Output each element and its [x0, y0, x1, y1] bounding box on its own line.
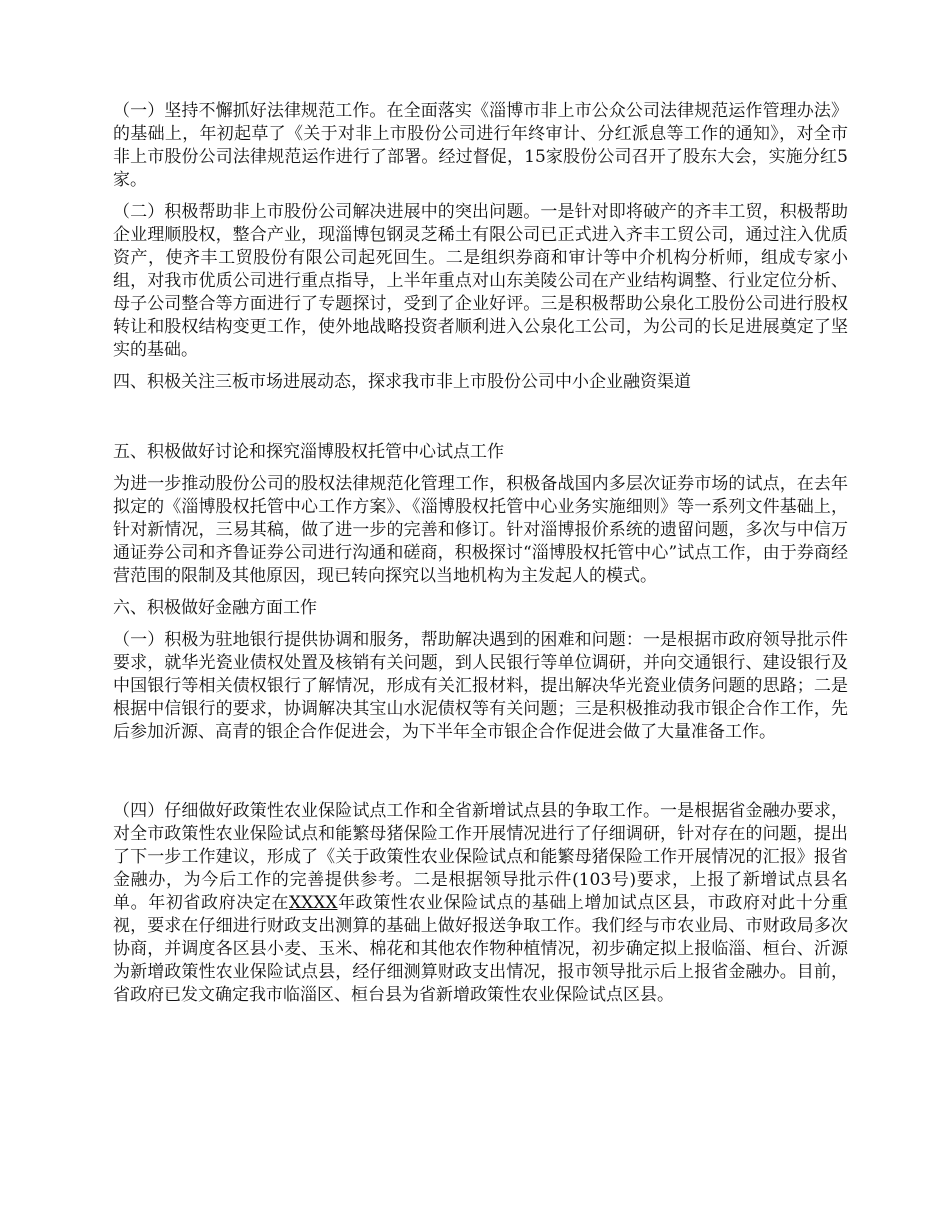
agri-text-part-2: 年政策性农业保险试点的基础上增加试点区县，市政府对此十分重视，要求在仔细进行财政支出测算的基础上做好报送争取工作。我们经与市农业局、市财政局多次协商，并调度各区县小麦、玉米、棉花和其他农作物种植情况，初步确定拟上报临淄、桓台、沂源为新增政策性农业保险试点县，经仔细测算财政支出情况，报市领导批示后上报省金融办。目前，省政府已发文确定我市临淄区、桓台县为省新增政策性农业保险试点区县。: [113, 893, 848, 1005]
paragraph-legal-compliance: （一）坚持不懈抓好法律规范工作。在全面落实《淄博市非上市公众公司法律规范运作管理办法》的基础上，年初起草了《关于对非上市股份公司进行年终审计、分红派息等工作的通知》，对全市非上市股份公司法律规范运作进行了部署。经过督促，15家股份公司召开了股东大会，实施分红5家。: [113, 101, 848, 190]
heading-section-four: 四、积极关注三板市场进展动态，探求我市非上市股份公司中小企业融资渠道: [113, 372, 691, 392]
spacer: [113, 394, 848, 441]
paragraph-bank-coordination: （一）积极为驻地银行提供协调和服务，帮助解决遇到的困难和问题：一是根据市政府领导批示件要求，就华光瓷业债权处置及核销有关问题，到人民银行等单位调研，并向交通银行、建设银行及中国银行等相关债权银行了解情况，形成有关汇报材料，提出解决华光瓷业债务问题的思路；二是根据中信银行的要求，协调解决其宝山水泥债权等有关问题；三是积极推动我市银企合作工作，先后参加沂源、高青的银企合作促进会，为下半年全市银企合作促进会做了大量准备工作。: [113, 630, 848, 742]
paragraph-problem-solving: （二）积极帮助非上市股份公司解决进展中的突出问题。一是针对即将破产的齐丰工贸，积极帮助企业理顺股权，整合产业，现淄博包钢灵芝稀土有限公司已正式进入齐丰工贸公司，通过注入优质资产，使齐丰工贸股份有限公司起死回生。二是组织券商和审计等中介机构分析师，组成专家小组，对我市优质公司进行重点指导，上半年重点对山东美陵公司在产业结构调整、行业定位分析、母子公司整合等方面进行了专题探讨，受到了企业好评。三是积极帮助公泉化工股份公司进行股权转让和股权结构变更工作，使外地战略投资者顺利进入公泉化工公司，为公司的长足进展奠定了坚实的基础。: [113, 202, 848, 360]
heading-section-five: 五、积极做好讨论和探究淄博股权托管中心试点工作: [113, 442, 504, 462]
agri-text-part-1: （四）仔细做好政策性农业保险试点工作和全省新增试点县的争取工作。一是根据省金融办要求，对全市政策性农业保险试点和能繁母猪保险工作开展情况进行了仔细调研，针对存在的问题，提出了下一步工作建议，形成了《关于政策性农业保险试点和能繁母猪保险工作开展情况的汇报》报省金融办，为今后工作的完善提供参考。二是根据领导批示件(103号)要求，上报了新增试点县名单。年初省政府决定在: [113, 801, 848, 913]
heading-section-six: 六、积极做好金融方面工作: [113, 598, 317, 618]
paragraph-agricultural-insurance: [113, 800, 848, 1007]
spacer: [113, 753, 848, 800]
paragraph-equity-custody: 为进一步推动股份公司的股权法律规范化管理工作，积极备战国内多层次证券市场的试点，在去年拟定的《淄博股权托管中心工作方案》、《淄博股权托管中心业务实施细则》等一系列文件基础上，针对新情况，三易其稿，做了进一步的完善和修订。针对淄博报价系统的遗留问题，多次与中信万通证券公司和齐鲁证券公司进行沟通和磋商，积极探讨“淄博股权托管中心”试点工作，由于券商经营范围的限制及其他原因，现已转向探究以当地机构为主发起人的模式。: [113, 474, 848, 586]
agri-year-placeholder: XXXX: [289, 893, 338, 913]
document-page: [113, 100, 848, 1016]
